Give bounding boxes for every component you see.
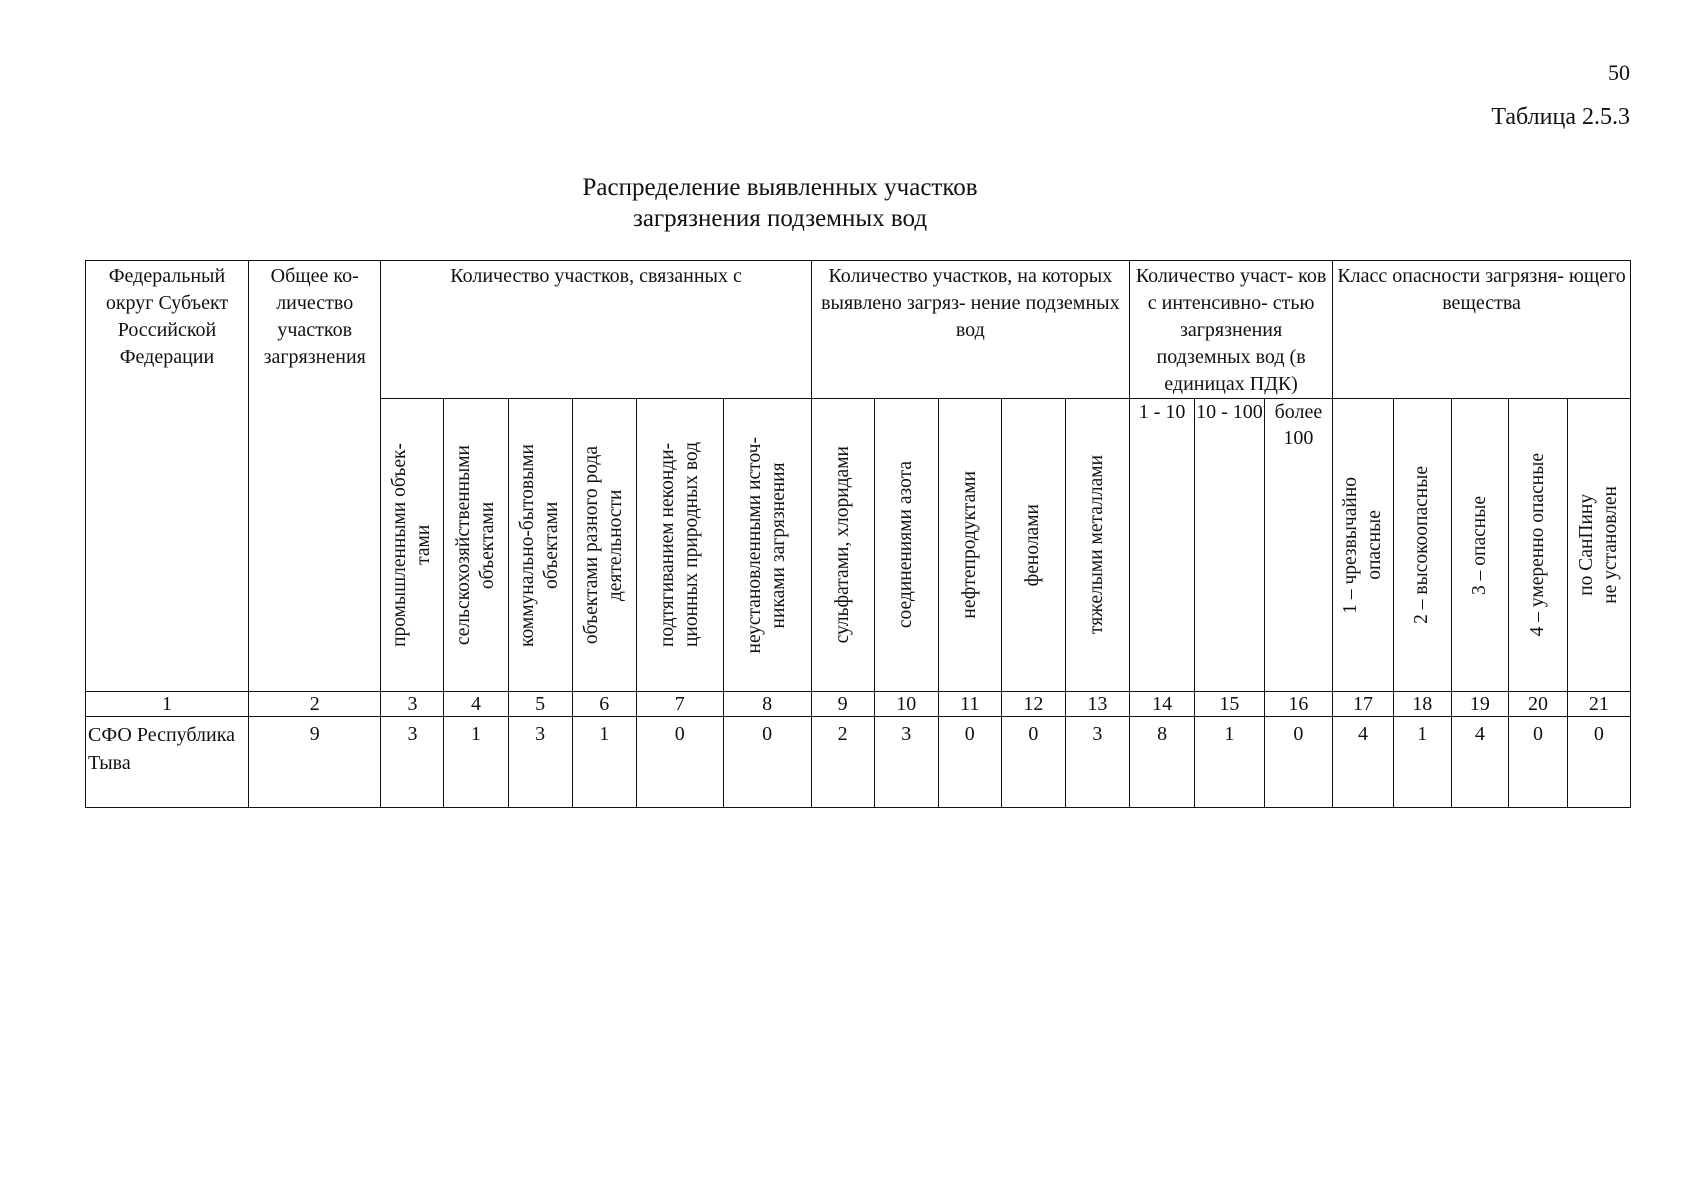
row-value: 0 [636, 717, 723, 808]
column-number: 16 [1264, 692, 1332, 717]
column-number: 21 [1567, 692, 1630, 717]
header-hazard-not-set: по СанПину не установлен [1567, 399, 1630, 692]
column-number: 7 [636, 692, 723, 717]
row-value: 0 [1001, 717, 1065, 808]
header-group-pollutants: Количество участков, на которых выявлено загряз- нение подземных вод [811, 261, 1129, 399]
row-value: 1 [572, 717, 636, 808]
header-group-hazard: Класс опасности загрязня- ющего вещества [1333, 261, 1631, 399]
page-number: 50 [1608, 60, 1630, 85]
row-value: 0 [1567, 717, 1630, 808]
column-number: 8 [723, 692, 811, 717]
header-source-natural-waters: подтягиванием неконди- ционных природных вод [636, 399, 723, 692]
row-value: 0 [1264, 717, 1332, 808]
header-group-sources: Количество участков, связанных с [381, 261, 811, 399]
column-number: 17 [1333, 692, 1394, 717]
header-source-industrial: промышленными объек- тами [381, 399, 444, 692]
row-value: 0 [1509, 717, 1568, 808]
table-title [520, 172, 1040, 234]
header-intensity-10-100: 10 - 100 [1195, 399, 1265, 692]
header-intensity-1-10: 1 - 10 [1130, 399, 1195, 692]
header-hazard-class-3: 3 – опасные [1451, 399, 1509, 692]
row-value: 1 [1195, 717, 1265, 808]
row-value: 3 [381, 717, 444, 808]
column-number: 3 [381, 692, 444, 717]
header-pollutant-phenols: фенолами [1001, 399, 1065, 692]
column-number: 10 [874, 692, 938, 717]
column-number: 2 [248, 692, 381, 717]
header-source-agricultural: сельскохозяйственными объектами [444, 399, 508, 692]
column-number: 5 [508, 692, 572, 717]
header-hazard-class-2: 2 – высокоопасные [1393, 399, 1451, 692]
table-title-line-1: Распределение выявленных участков [582, 174, 978, 201]
table-title-line-2: загрязнения подземных вод [632, 205, 928, 232]
row-region: СФО Республика Тыва [86, 717, 249, 808]
column-number: 9 [811, 692, 874, 717]
row-value: 3 [1065, 717, 1129, 808]
header-group-row [86, 261, 1631, 399]
row-value: 1 [444, 717, 508, 808]
header-region: Федеральный округ Субъект Российской Федерации [86, 261, 249, 692]
row-value: 8 [1130, 717, 1195, 808]
row-value: 4 [1333, 717, 1394, 808]
row-value: 0 [723, 717, 811, 808]
column-number: 13 [1065, 692, 1129, 717]
table-label: Таблица 2.5.3 [1491, 104, 1630, 130]
row-value: 2 [811, 717, 874, 808]
header-group-intensity: Количество участ- ков с интенсивно- стью загрязнения подземных вод (в единицах ПДК) [1130, 261, 1333, 399]
header-source-unknown: неустановленными источ- никами загрязнения [723, 399, 811, 692]
pollution-table [85, 260, 1631, 808]
column-number-row [86, 692, 1631, 717]
header-hazard-class-4: 4 – умеренно опасные [1509, 399, 1568, 692]
column-number: 4 [444, 692, 508, 717]
column-number: 1 [86, 692, 249, 717]
column-number: 19 [1451, 692, 1509, 717]
header-pollutant-nitrogen: соединениями азота [874, 399, 938, 692]
column-number: 20 [1509, 692, 1568, 717]
header-source-municipal: коммунально-бытовыми объектами [508, 399, 572, 692]
row-value: 4 [1451, 717, 1509, 808]
column-number: 11 [938, 692, 1001, 717]
row-value: 3 [874, 717, 938, 808]
row-value: 0 [938, 717, 1001, 808]
row-total: 9 [248, 717, 381, 808]
header-pollutant-sulfates: сульфатами, хлоридами [811, 399, 874, 692]
header-hazard-class-1: 1 – чрезвычайно опасные [1333, 399, 1394, 692]
row-value: 3 [508, 717, 572, 808]
column-number: 12 [1001, 692, 1065, 717]
row-value: 1 [1393, 717, 1451, 808]
column-number: 14 [1130, 692, 1195, 717]
header-pollutant-oil: нефтепродуктами [938, 399, 1001, 692]
header-total: Общее ко- личество участков загрязнения [248, 261, 381, 692]
header-intensity-over-100: более 100 [1264, 399, 1332, 692]
table-row [86, 717, 1631, 808]
column-number: 18 [1393, 692, 1451, 717]
column-number: 6 [572, 692, 636, 717]
column-number: 15 [1195, 692, 1265, 717]
header-source-various: объектами разного рода деятельности [572, 399, 636, 692]
header-pollutant-heavy-metals: тяжелыми металлами [1065, 399, 1129, 692]
